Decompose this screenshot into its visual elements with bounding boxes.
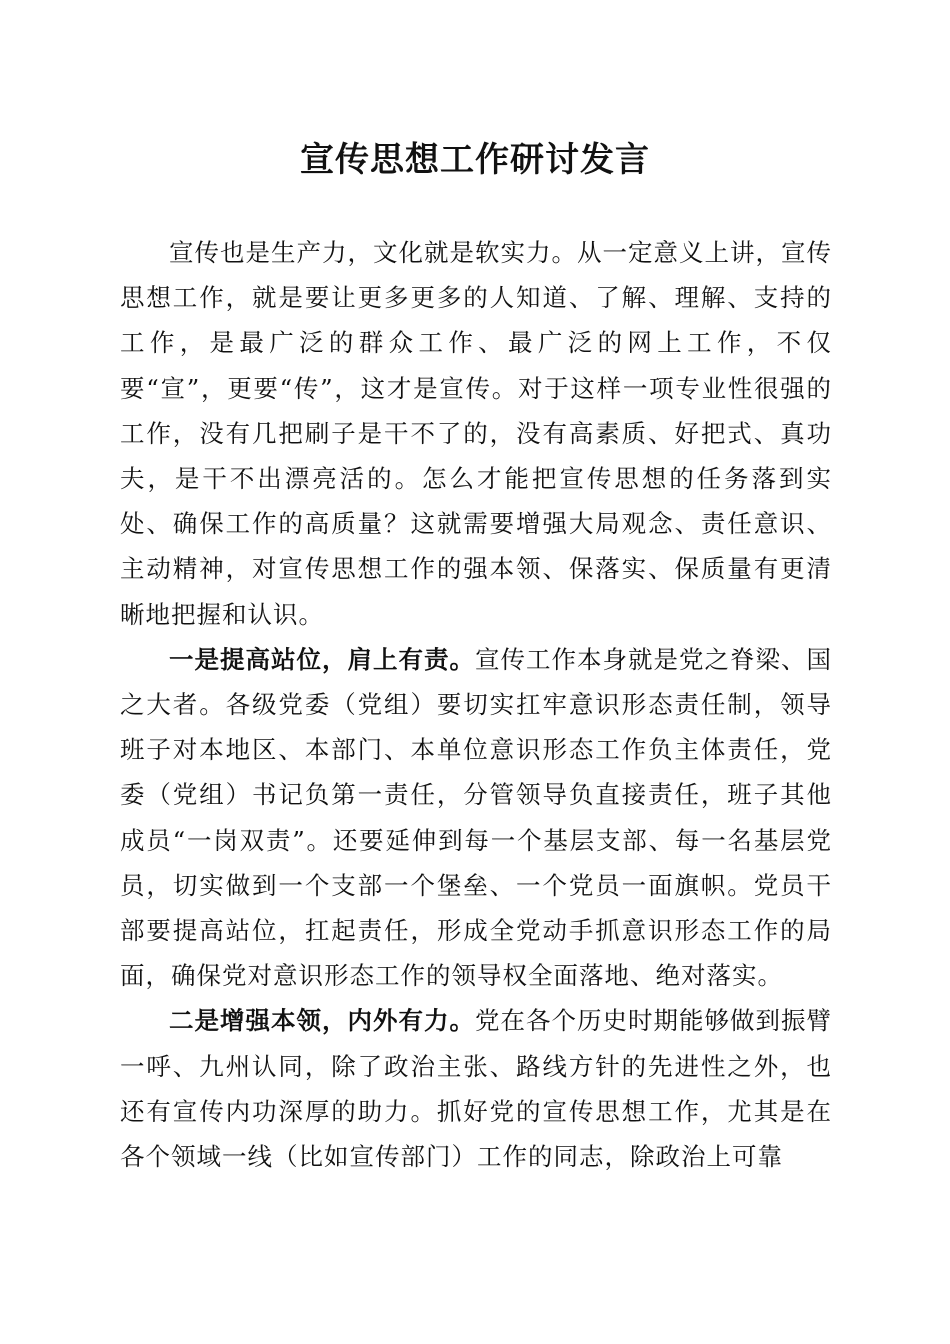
paragraph-point-two-text: 党在各个历史时期能够做到振臂一呼、九州认同，除了政治主张、路线方针的先进性之外，也还有宣传内功深厚的助力。抓好党的宣传思想工作，尤其是在各个领域一线（比如宣传部门）工作的同志，除政治上可靠 (120, 1006, 832, 1172)
paragraph-intro-text: 宣传也是生产力，文化就是软实力。从一定意义上讲，宣传思想工作，就是要让更多更多的人知道、了解、理解、支持的工作，是最广泛的群众工作、最广泛的网上工作，不仅要“宣”，更要“传”，这才是宣传。对于这样一项专业性很强的工作，没有几把刷子是干不了的，没有高素质、好把式、真功夫，是干不出漂亮活的。怎么才能把宣传思想的任务落到实处、确保工作的高质量？这就需要增强大局观念、责任意识、主动精神，对宣传思想工作的强本领、保落实、保质量有更清晰地把握和认识。 (120, 238, 832, 629)
paragraph-intro (120, 230, 832, 637)
paragraph-point-one-heading: 一是提高站位，肩上有责。 (169, 644, 475, 674)
document-title: 宣传思想工作研讨发言 (300, 140, 650, 180)
paragraph-point-one (120, 637, 832, 999)
paragraph-point-two (120, 998, 832, 1179)
document-body (120, 230, 832, 1179)
paragraph-point-one-text: 宣传工作本身就是党之脊梁、国之大者。各级党委（党组）要切实扛牢意识形态责任制，领导班子对本地区、本部门、本单位意识形态工作负主体责任，党委（党组）书记负第一责任，分管领导负直接责任，班子其他成员“一岗双责”。还要延伸到每一个基层支部、每一名基层党员，切实做到一个支部一个堡垒、一个党员一面旗帜。党员干部要提高站位，扛起责任，形成全党动手抓意识形态工作的局面，确保党对意识形态工作的领导权全面落地、绝对落实。 (120, 644, 832, 991)
paragraph-point-two-heading: 二是增强本领，内外有力。 (169, 1006, 475, 1036)
